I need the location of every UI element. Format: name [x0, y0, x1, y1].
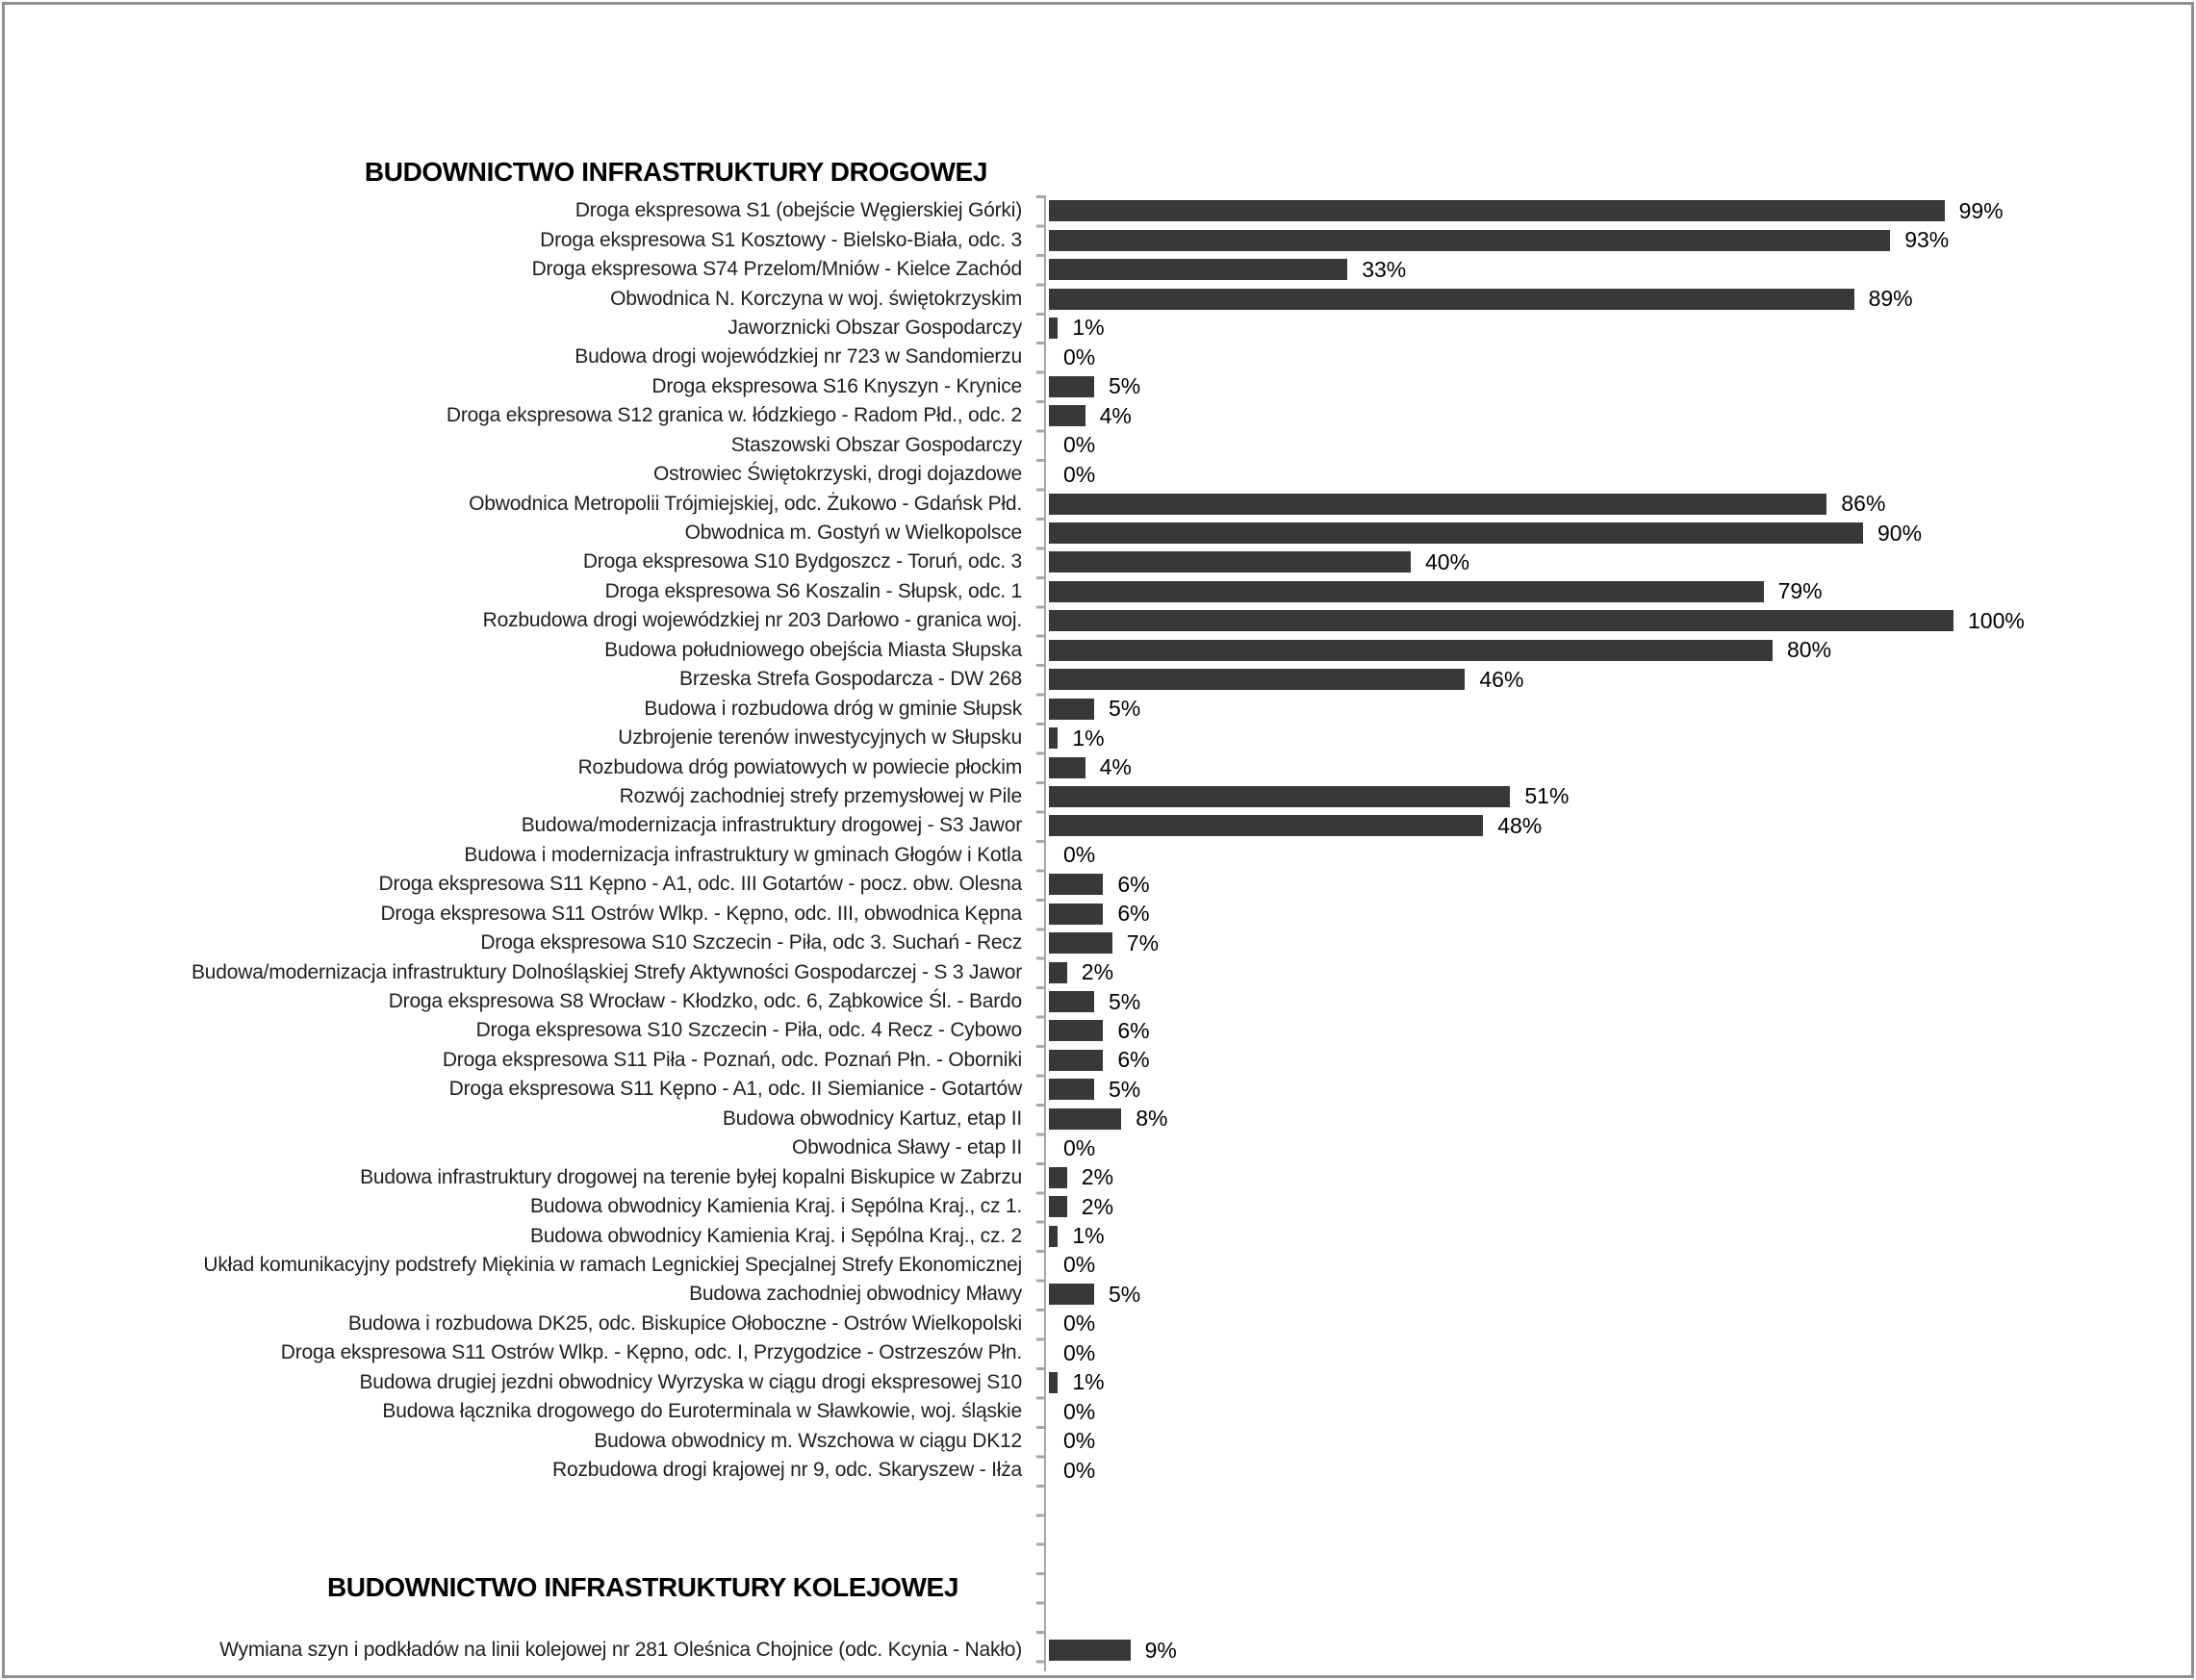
bar-row — [0, 519, 2196, 547]
bar-cell — [1034, 1310, 2196, 1338]
category-label: Budowa i rozbudowa dróg w gminie Słupsk — [644, 697, 1022, 720]
section-title-road: BUDOWNICTWO INFRASTRUKTURY DROGOWEJ — [364, 157, 987, 187]
bar — [1049, 522, 1863, 544]
category-label: Rozwój zachodniej strefy przemysłowej w Pile — [619, 784, 1022, 807]
category-label: Budowa infrastruktury drogowej na terenie byłej kopalni Biskupice w Zabrzu — [360, 1165, 1022, 1188]
bar-cell — [1034, 782, 2196, 811]
bar-cell — [1034, 987, 2196, 1016]
value-label: 8% — [1136, 1106, 1168, 1132]
bar-cell — [1034, 196, 2196, 225]
category-label: Droga ekspresowa S10 Szczecin - Piła, odc 3. Suchań - Recz — [480, 931, 1022, 955]
bar-row — [0, 372, 2196, 401]
bar-cell — [1034, 489, 2196, 518]
bar-row — [0, 343, 2196, 371]
value-label: 0% — [1063, 1398, 1096, 1424]
value-label: 2% — [1081, 1164, 1114, 1190]
bar-cell — [1034, 1280, 2196, 1309]
bar-row — [0, 1192, 2196, 1221]
bar-row — [0, 1280, 2196, 1309]
bar-cell — [1034, 957, 2196, 986]
value-label: 48% — [1497, 812, 1543, 838]
category-label: Jaworznicki Obszar Gospodarczy — [728, 316, 1022, 339]
bar-cell — [1034, 547, 2196, 576]
bar — [1049, 1372, 1058, 1393]
bar-row — [0, 929, 2196, 957]
value-label: 1% — [1072, 725, 1105, 751]
value-label: 93% — [1904, 227, 1950, 253]
value-label: 1% — [1072, 1223, 1105, 1249]
value-label: 46% — [1479, 666, 1524, 692]
category-label: Obwodnica Metropolii Trójmiejskiej, odc. Żukowo - Gdańsk Płd. — [469, 492, 1022, 515]
bar — [1049, 1284, 1094, 1305]
value-label: 79% — [1777, 578, 1823, 604]
bar-row — [0, 900, 2196, 929]
bar — [1049, 318, 1058, 339]
value-label: 2% — [1081, 1193, 1114, 1219]
bar — [1049, 757, 1085, 778]
bar — [1049, 405, 1085, 426]
value-label: 1% — [1072, 315, 1105, 341]
bar — [1049, 699, 1094, 720]
value-label: 5% — [1109, 696, 1141, 722]
bar-row — [0, 1162, 2196, 1191]
bar-cell — [1034, 1075, 2196, 1104]
bar-cell — [1034, 870, 2196, 899]
bar-row — [0, 1075, 2196, 1104]
bar-row — [0, 1310, 2196, 1338]
value-label: 4% — [1099, 754, 1132, 780]
y-axis-line — [1044, 195, 1046, 1671]
bar-cell — [1034, 372, 2196, 401]
value-label: 5% — [1109, 373, 1141, 399]
bar-cell — [1034, 284, 2196, 313]
bar — [1049, 904, 1103, 925]
bar-cell — [1034, 1338, 2196, 1367]
bar — [1049, 1226, 1058, 1247]
bar-cell — [1034, 1105, 2196, 1133]
bar-cell — [1034, 401, 2196, 430]
category-label: Droga ekspresowa S10 Bydgoszcz - Toruń, odc. 3 — [582, 550, 1022, 573]
bar — [1049, 376, 1094, 397]
bar — [1049, 581, 1764, 602]
bar — [1049, 1050, 1103, 1071]
bar — [1049, 991, 1094, 1012]
bar-row — [0, 225, 2196, 254]
category-label: Droga ekspresowa S10 Szczecin - Piła, odc. 4 Recz - Cybowo — [475, 1019, 1022, 1042]
section-title-rail: BUDOWNICTWO INFRASTRUKTURY KOLEJOWEJ — [326, 1572, 958, 1602]
value-label: 5% — [1109, 1076, 1141, 1102]
bar-row — [0, 724, 2196, 752]
value-label: 0% — [1063, 1311, 1096, 1336]
value-label: 0% — [1063, 1134, 1096, 1160]
category-label: Budowa/modernizacja infrastruktury Dolnośląskiej Strefy Aktywności Gospodarczej - S 3 Jawor — [191, 960, 1022, 983]
bar-row — [0, 752, 2196, 781]
bar — [1049, 259, 1347, 280]
bar-row — [0, 1338, 2196, 1367]
value-label: 4% — [1099, 402, 1132, 428]
rail-bars-group — [0, 1636, 2196, 1665]
category-label: Budowa zachodniej obwodnicy Mławy — [689, 1283, 1022, 1306]
bar — [1049, 786, 1510, 807]
bar-cell — [1034, 1192, 2196, 1221]
bar-cell — [1034, 314, 2196, 343]
category-label: Droga ekspresowa S11 Ostrów Wlkp. - Kępno, odc. III, obwodnica Kępna — [380, 902, 1022, 925]
value-label: 6% — [1117, 1017, 1150, 1043]
category-label: Droga ekspresowa S11 Ostrów Wlkp. - Kępno, odc. I, Przygodzice - Ostrzeszów Płn. — [280, 1341, 1022, 1364]
bar-row — [0, 1046, 2196, 1075]
category-label: Budowa i modernizacja infrastruktury w gminach Głogów i Kotla — [464, 843, 1022, 866]
value-label: 100% — [1968, 607, 2025, 633]
bar — [1049, 962, 1067, 983]
category-label: Budowa drogi wojewódzkiej nr 723 w Sandomierzu — [575, 345, 1022, 369]
bar-cell — [1034, 694, 2196, 723]
category-label: Budowa obwodnicy Kamienia Kraj. i Sępólna Kraj., cz. 2 — [530, 1224, 1022, 1247]
value-label: 6% — [1117, 901, 1150, 927]
category-label: Droga ekspresowa S1 (obejście Węgierskiej Górki) — [575, 199, 1022, 222]
category-label: Budowa obwodnicy m. Wszchowa w ciągu DK12 — [594, 1429, 1022, 1452]
bar-row — [0, 1221, 2196, 1250]
value-label: 6% — [1117, 1047, 1150, 1073]
bar-cell — [1034, 1636, 2196, 1665]
bar-cell — [1034, 431, 2196, 460]
bar — [1049, 200, 1945, 221]
bar-cell — [1034, 724, 2196, 752]
value-label: 40% — [1425, 548, 1470, 574]
bar-row — [0, 489, 2196, 518]
bar-row — [0, 547, 2196, 576]
value-label: 1% — [1072, 1369, 1105, 1395]
category-label: Obwodnica m. Gostyń w Wielkopolsce — [684, 522, 1022, 545]
value-label: 0% — [1063, 1252, 1096, 1278]
bar — [1049, 1167, 1067, 1188]
bar-cell — [1034, 752, 2196, 781]
bar-cell — [1034, 225, 2196, 254]
value-label: 0% — [1063, 1428, 1096, 1454]
category-label: Rozbudowa drogi wojewódzkiej nr 203 Darłowo - granica woj. — [482, 609, 1022, 632]
bar-row — [0, 431, 2196, 460]
bar-row — [0, 1368, 2196, 1397]
category-label: Droga ekspresowa S11 Kępno - A1, odc. III Gotartów - pocz. obw. Olesna — [378, 873, 1022, 896]
value-label: 0% — [1063, 842, 1096, 868]
category-label: Droga ekspresowa S16 Knyszyn - Krynice — [651, 374, 1022, 397]
value-label: 80% — [1787, 637, 1832, 663]
bar-row — [0, 665, 2196, 694]
bar-row — [0, 577, 2196, 606]
bar — [1049, 1196, 1067, 1217]
bar-row — [0, 401, 2196, 430]
bar-row — [0, 1251, 2196, 1280]
bar-row — [0, 841, 2196, 870]
bar-cell — [1034, 606, 2196, 635]
bar-row — [0, 1636, 2196, 1665]
category-label: Droga ekspresowa S12 granica w. łódzkiego - Radom Płd., odc. 2 — [446, 404, 1022, 427]
bar-cell — [1034, 1456, 2196, 1485]
category-label: Rozbudowa dróg powiatowych w powiecie płockim — [577, 755, 1022, 778]
bar-row — [0, 606, 2196, 635]
category-label: Droga ekspresowa S6 Koszalin - Słupsk, odc. 1 — [604, 579, 1022, 602]
category-label: Obwodnica Sławy - etap II — [792, 1136, 1022, 1159]
bar-cell — [1034, 1016, 2196, 1045]
value-label: 0% — [1063, 432, 1096, 458]
bar — [1049, 874, 1103, 895]
value-label: 99% — [1958, 197, 2004, 223]
bar — [1049, 1640, 1131, 1661]
value-label: 90% — [1877, 520, 1923, 546]
bar-cell — [1034, 929, 2196, 957]
bar — [1049, 932, 1112, 954]
bar-cell — [1034, 1368, 2196, 1397]
bar-row — [0, 1016, 2196, 1045]
bar-cell — [1034, 841, 2196, 870]
bar-cell — [1034, 665, 2196, 694]
bar-cell — [1034, 1046, 2196, 1075]
bar-row — [0, 987, 2196, 1016]
value-label: 9% — [1144, 1637, 1177, 1663]
bar — [1049, 610, 1953, 631]
bar-row — [0, 314, 2196, 343]
category-label: Droga ekspresowa S11 Kępno - A1, odc. II Siemianice - Gotartów — [448, 1078, 1022, 1101]
value-label: 0% — [1063, 461, 1096, 487]
bar — [1049, 551, 1411, 573]
bar-row — [0, 1105, 2196, 1133]
bar-cell — [1034, 343, 2196, 371]
road-bars-group — [0, 196, 2196, 1485]
bar — [1049, 640, 1773, 661]
bar — [1049, 289, 1854, 310]
value-label: 0% — [1063, 1339, 1096, 1365]
value-label: 5% — [1109, 988, 1141, 1014]
bar-cell — [1034, 519, 2196, 547]
value-label: 0% — [1063, 344, 1096, 369]
bar-row — [0, 1397, 2196, 1426]
category-label: Ostrowiec Świętokrzyski, drogi dojazdowe — [653, 463, 1022, 486]
bar — [1049, 494, 1826, 515]
bar-row — [0, 1456, 2196, 1485]
category-label: Brzeska Strefa Gospodarcza - DW 268 — [679, 668, 1022, 691]
bar — [1049, 1108, 1121, 1130]
category-label: Droga ekspresowa S74 Przelom/Mniów - Kielce Zachód — [531, 258, 1022, 281]
bar-row — [0, 782, 2196, 811]
value-label: 33% — [1362, 256, 1407, 282]
bar — [1049, 230, 1890, 251]
bar-cell — [1034, 900, 2196, 929]
bar-cell — [1034, 811, 2196, 840]
category-label: Budowa drugiej jezdni obwodnicy Wyrzyska w ciągu drogi ekspresowej S10 — [359, 1370, 1022, 1393]
bar-cell — [1034, 1133, 2196, 1162]
bar-cell — [1034, 636, 2196, 665]
category-label: Rozbudowa drogi krajowej nr 9, odc. Skaryszew - Iłża — [552, 1459, 1022, 1482]
bar-cell — [1034, 460, 2196, 489]
bar-row — [0, 196, 2196, 225]
bar-row — [0, 870, 2196, 899]
bar-row — [0, 1133, 2196, 1162]
value-label: 0% — [1063, 1457, 1096, 1483]
category-label: Wymiana szyn i podkładów na linii kolejowej nr 281 Oleśnica Chojnice (odc. Kcynia - Nakło) — [219, 1639, 1022, 1662]
bar-cell — [1034, 1426, 2196, 1455]
bar-row — [0, 255, 2196, 284]
bar — [1049, 815, 1483, 836]
bar-row — [0, 460, 2196, 489]
category-label: Budowa południowego obejścia Miasta Słupska — [604, 638, 1022, 661]
bar — [1049, 1020, 1103, 1041]
value-label: 5% — [1109, 1281, 1141, 1307]
category-label: Budowa obwodnicy Kamienia Kraj. i Sępólna Kraj., cz 1. — [530, 1195, 1022, 1218]
bar-row — [0, 636, 2196, 665]
bar-cell — [1034, 1397, 2196, 1426]
category-label: Droga ekspresowa S1 Kosztowy - Bielsko-Biała, odc. 3 — [540, 228, 1022, 251]
bar — [1049, 669, 1465, 690]
category-label: Budowa i rozbudowa DK25, odc. Biskupice Ołoboczne - Ostrów Wielkopolski — [347, 1311, 1022, 1335]
bar-row — [0, 957, 2196, 986]
bar — [1049, 727, 1058, 749]
bar-row — [0, 284, 2196, 313]
bar-cell — [1034, 577, 2196, 606]
bar-cell — [1034, 1162, 2196, 1191]
value-label: 7% — [1126, 929, 1160, 955]
bar-row — [0, 811, 2196, 840]
category-label: Budowa/modernizacja infrastruktury drogowej - S3 Jawor — [521, 814, 1022, 837]
category-label: Droga ekspresowa S11 Piła - Poznań, odc. Poznań Płn. - Oborniki — [442, 1048, 1022, 1071]
bar-cell — [1034, 1251, 2196, 1280]
category-label: Uzbrojenie terenów inwestycyjnych w Słupsku — [618, 726, 1022, 750]
value-label: 2% — [1081, 959, 1114, 985]
category-label: Układ komunikacyjny podstrefy Miękinia w ramach Legnickiej Specjalnej Strefy Ekonomicznej — [203, 1253, 1022, 1276]
category-label: Obwodnica N. Korczyna w woj. świętokrzyskim — [610, 287, 1022, 310]
category-label: Budowa obwodnicy Kartuz, etap II — [722, 1107, 1022, 1130]
bar-cell — [1034, 255, 2196, 284]
bar — [1049, 1079, 1094, 1100]
category-label: Staszowski Obszar Gospodarczy — [730, 433, 1022, 456]
category-label: Budowa łącznika drogowego do Euroterminala w Sławkowie, woj. śląskie — [382, 1400, 1022, 1423]
value-label: 86% — [1841, 491, 1886, 517]
value-label: 89% — [1868, 286, 1913, 312]
value-label: 51% — [1524, 783, 1570, 809]
bar-cell — [1034, 1221, 2196, 1250]
category-label: Droga ekspresowa S8 Wrocław - Kłodzko, odc. 6, Ząbkowice Śl. - Bardo — [388, 990, 1022, 1013]
bar-row — [0, 1426, 2196, 1455]
bar-row — [0, 694, 2196, 723]
value-label: 6% — [1117, 871, 1150, 897]
